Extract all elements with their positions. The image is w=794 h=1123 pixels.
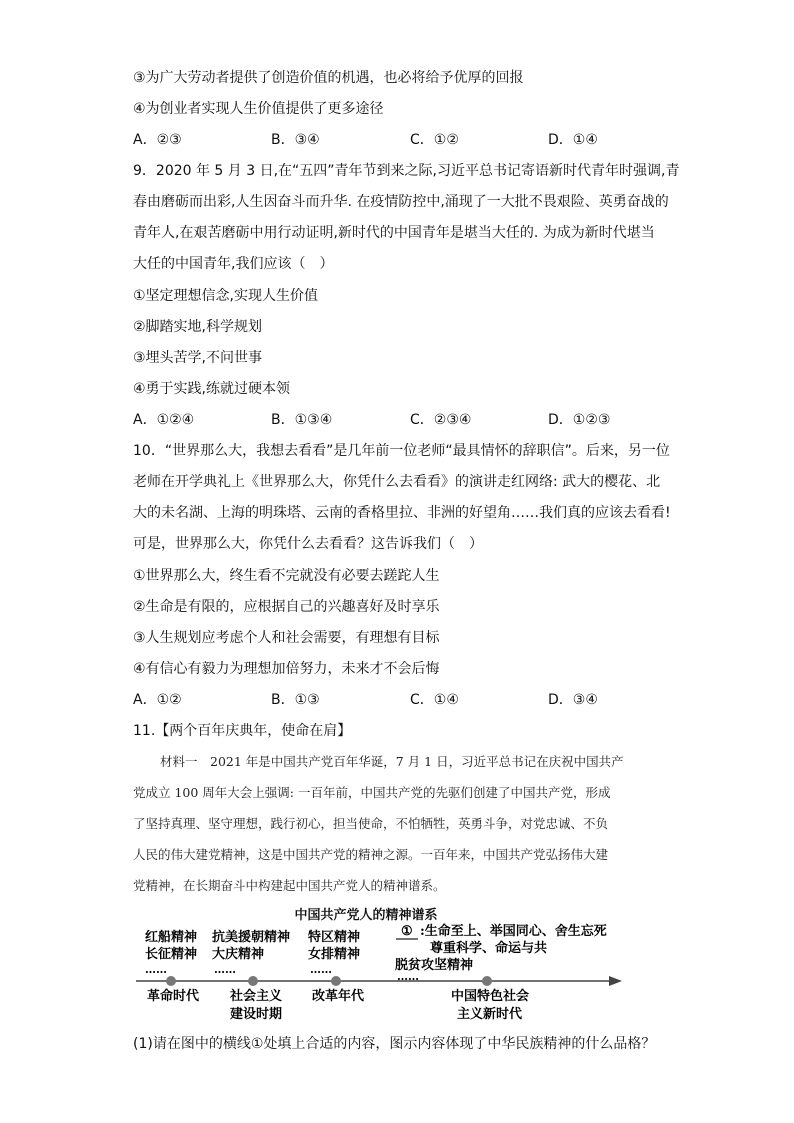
timeline-node [482, 976, 492, 986]
q10-item-4: ④有信心有毅力为理想加倍努力，未来才不会后悔 [133, 661, 440, 677]
q11-material-line: 材料一 2021 年是中国共产党百年华诞，7 月 1 日，习近平总书记在庆祝中国共产 [160, 754, 624, 769]
diagram-title: 中国共产党人的精神谱系 [294, 908, 438, 923]
q9-option-c[interactable]: C．②③④ [410, 412, 472, 428]
q10-stem-line: 大的未名湖、上海的明珠塔、云南的香格里拉、非洲的好望角……我们真的应该去看看! [133, 505, 671, 521]
q10-item-2: ②生命是有限的，应根据自己的兴趣喜好及时享乐 [133, 599, 440, 615]
q9-option-d[interactable]: D．①②③ [548, 412, 611, 428]
q11-material-line: 党精神，在长期奋斗中构建起中国共产党人的精神谱系。 [133, 878, 446, 893]
spirit-label: 红船精神 [145, 930, 198, 945]
q9-stem-line: 大任的中国青年,我们应该（ ） [133, 256, 334, 272]
group-socialist-construction [212, 929, 290, 1022]
era-label: 主义新时代 [457, 1007, 523, 1022]
q9-item-2: ②脚踏实地,科学规划 [133, 319, 263, 335]
era-label: 改革年代 [312, 989, 365, 1004]
q8-item-3: ③为广大劳动者提供了创造价值的机遇，也必将给予优厚的回报 [133, 70, 524, 86]
q10-item-1: ①世界那么大，终生看不完就没有必要去蹉跎人生 [133, 568, 440, 584]
q8-option-c[interactable]: C．①② [410, 132, 459, 148]
group-new-era [395, 923, 607, 1022]
q8-option-a[interactable]: A．②③ [133, 132, 182, 148]
q11-material-line: 党成立 100 周年大会上强调: 一百年前，中国共产党的先驱们创建了中国共产党，形成 [133, 785, 611, 800]
q11-subquestion-1: (1)请在图中的横线①处填上合适的内容，图示内容体现了中华民族精神的什么品格？ [133, 1036, 656, 1052]
q10-item-3: ③人生规划应考虑个人和社会需要，有理想有目标 [133, 630, 440, 646]
arrow-head-icon [609, 976, 622, 986]
q8-option-d[interactable]: D．①④ [548, 132, 598, 148]
q11-material-line: 人民的伟大建党精神，这是中国共产党的精神之源。一百年来，中国共产党弘扬伟大建 [133, 847, 609, 862]
q9-option-b[interactable]: B．①③④ [271, 412, 333, 428]
q10-option-a[interactable]: A．①② [133, 692, 182, 708]
q9-option-a[interactable]: A．①②④ [133, 412, 195, 428]
spirit-label: 长征精神 [145, 947, 198, 962]
q11-title: 11.【两个百年庆典年，使命在肩】 [133, 723, 352, 739]
timeline-node [331, 976, 341, 986]
q10-option-b[interactable]: B．①③ [271, 692, 320, 708]
q9-item-1: ①坚定理想信念,实现人生价值 [133, 288, 319, 304]
spirit-label: 女排精神 [308, 947, 361, 962]
era-label: 中国特色社会 [451, 989, 530, 1004]
q10-stem-line: 老师在开学典礼上《世界那么大，你凭什么去看看》的演讲走红网络: 武大的樱花、北 [133, 474, 661, 490]
q10-stem-line: 10．“世界那么大，我想去看看”是几年前一位老师“最具情怀的辞职信”。后来，另一位 [133, 443, 670, 459]
ellipsis: …… [214, 963, 236, 976]
group-revolution-era [145, 929, 200, 1004]
ellipsis: …… [310, 963, 332, 976]
era-label: 社会主义 [230, 989, 283, 1004]
spirit-label: 大庆精神 [212, 947, 265, 962]
q9-stem-line: 春由磨砺而出彩,人生因奋斗而升华. 在疫情防控中,涌现了一大批不畏艰险、英勇奋战的 [133, 194, 669, 210]
q8-item-4: ④为创业者实现人生价值提供了更多途径 [133, 101, 384, 117]
blank-marker: ① [401, 924, 413, 939]
timeline-node [166, 976, 176, 986]
group-reform-era [308, 929, 365, 1004]
q11-material-line: 了坚持真理、坚守理想，践行初心，担当使命，不怕牺牲，英勇斗争，对党忠诚、不负 [133, 816, 609, 831]
q9-stem-line: 9．2020 年 5 月 3 日,在“五四”青年节到来之际,习近平总书记寄语新时代青年时强调,青 [133, 163, 680, 179]
q9-item-4: ④勇于实践,练就过硬本领 [133, 381, 291, 397]
q10-stem-line: 可是，世界那么大，你凭什么去看看？这告诉我们（ ） [133, 536, 483, 552]
q9-item-3: ③埋头苦学,不问世事 [133, 350, 263, 366]
q10-option-d[interactable]: D．③④ [548, 692, 598, 708]
era-label: 革命时代 [147, 989, 200, 1004]
spirit-label: :生命至上、举国同心、舍生忘死 [420, 924, 607, 939]
q9-stem-line: 青年人,在艰苦磨砺中用行动证明,新时代的中国青年是堪当大任的. 为成为新时代堪当 [133, 225, 655, 241]
era-label: 建设时期 [230, 1007, 283, 1022]
q10-option-c[interactable]: C．①④ [410, 692, 459, 708]
spirit-label: 尊重科学、命运与共 [430, 941, 548, 956]
timeline-node [248, 976, 258, 986]
spirit-label: 特区精神 [308, 930, 361, 945]
ellipsis: …… [145, 963, 167, 976]
q8-option-b[interactable]: B．③④ [271, 132, 320, 148]
spirit-label: 抗美援朝精神 [212, 930, 291, 945]
ellipsis: …… [397, 970, 419, 983]
spirit-label: 脱贫攻坚精神 [395, 958, 474, 973]
